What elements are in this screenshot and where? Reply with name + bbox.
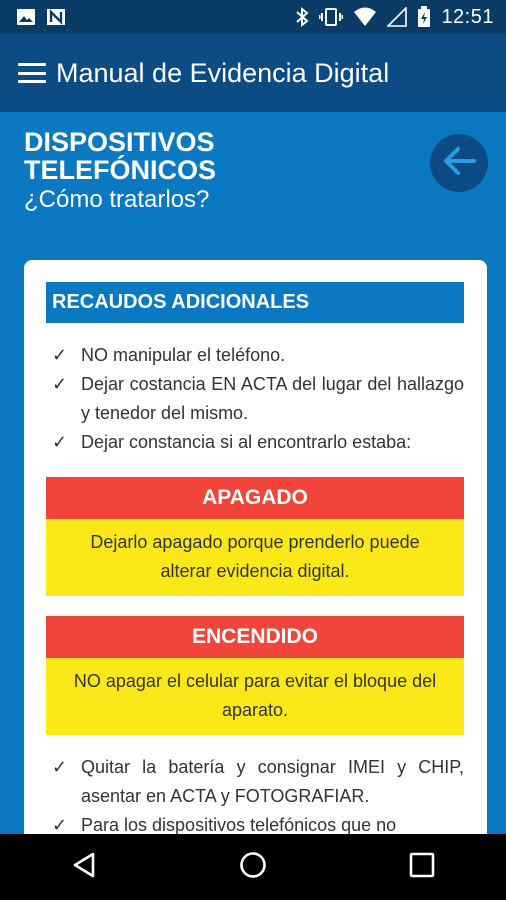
image-icon (16, 8, 36, 26)
check-icon: ✓ (52, 432, 68, 452)
app-title: Manual de Evidencia Digital (56, 57, 390, 88)
check-icon: ✓ (52, 815, 68, 834)
app-bar (0, 34, 506, 112)
list-item (46, 370, 464, 428)
hamburger-menu-icon[interactable] (18, 63, 46, 83)
checklist-continued (46, 753, 465, 834)
list-item-text: Dejar costancia EN ACTA del lugar del hallazgo y tenedor del mismo. (81, 374, 464, 423)
back-triangle-icon (71, 851, 97, 884)
navigation-bar (0, 834, 506, 900)
page-title: DISPOSITIVOS TELEFÓNICOS (24, 127, 217, 185)
status-time: 12:51 (441, 5, 494, 28)
status-box-title: APAGADO (46, 477, 464, 519)
vibrate-icon (319, 7, 343, 27)
arrow-left-icon (442, 146, 476, 181)
nav-back-button[interactable] (54, 842, 114, 892)
check-icon: ✓ (52, 374, 68, 394)
page-subtitle: ¿Cómo tratarlos? (24, 186, 210, 213)
signal-icon (387, 7, 407, 27)
info-card (24, 260, 487, 834)
battery-icon (417, 6, 431, 28)
list-item (46, 428, 464, 457)
n-icon (46, 8, 66, 26)
nav-recents-button[interactable] (392, 842, 452, 892)
wifi-icon (353, 7, 377, 27)
recents-square-icon (409, 852, 435, 883)
back-button[interactable] (430, 134, 488, 192)
status-right-icons (295, 6, 506, 29)
page-header (24, 128, 254, 214)
list-item (46, 341, 464, 370)
list-item (46, 811, 464, 834)
list-item-text: Dejar constancia si al encontrarlo estaba: (81, 432, 412, 452)
section-title: RECAUDOS ADICIONALES (46, 282, 464, 323)
nav-home-button[interactable] (223, 842, 283, 892)
list-item-text: Para los dispositivos telefónicos que no (81, 815, 397, 834)
check-icon: ✓ (52, 345, 68, 365)
list-item (46, 753, 464, 811)
status-box-off (46, 477, 464, 596)
checklist (46, 341, 465, 457)
status-box-title: ENCENDIDO (46, 616, 464, 658)
status-bar (0, 0, 506, 34)
main-content[interactable] (0, 112, 506, 834)
bluetooth-icon (295, 7, 309, 27)
home-circle-icon (239, 851, 267, 884)
status-box-text: Dejarlo apagado porque prenderlo puede alterar evidencia digital. (46, 519, 464, 596)
status-left-icons (0, 8, 66, 26)
status-box-on (46, 616, 464, 735)
list-item-text: NO manipular el teléfono. (81, 345, 286, 365)
status-box-text: NO apagar el celular para evitar el bloque del aparato. (46, 658, 464, 735)
list-item-text: Quitar la batería y consignar IMEI y CHIP, asentar en ACTA y FOTOGRAFIAR. (81, 757, 464, 806)
check-icon: ✓ (52, 757, 68, 777)
